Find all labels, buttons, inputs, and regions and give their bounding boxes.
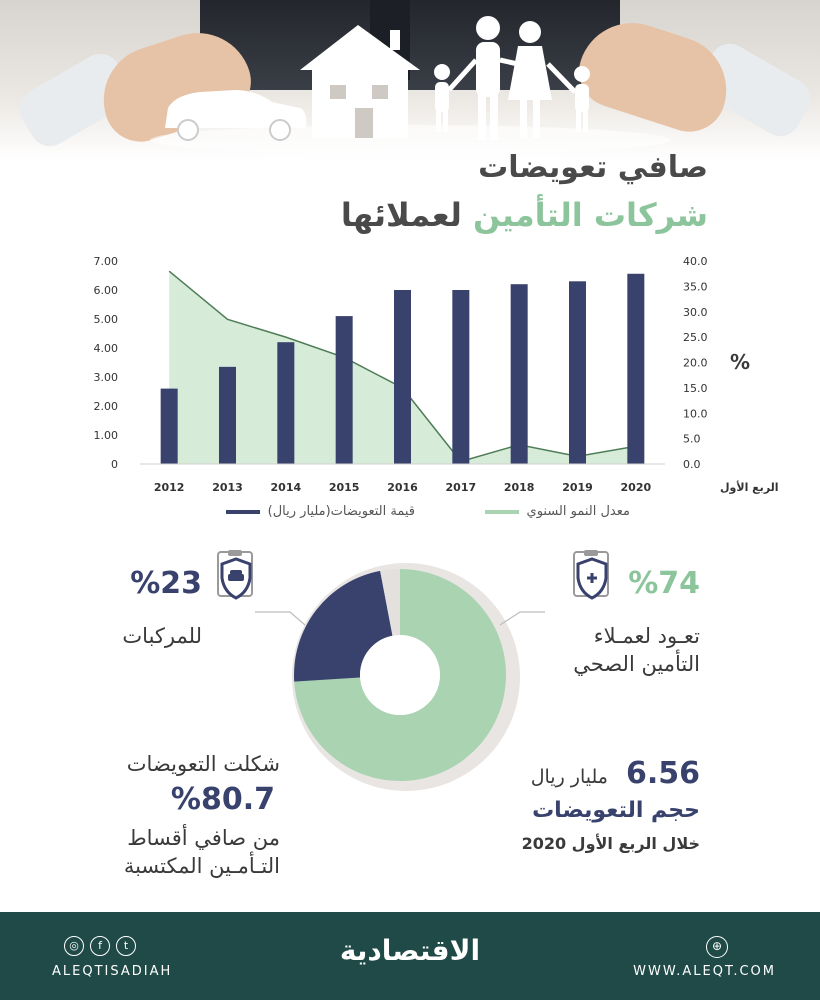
title-highlight: شركات التأمين — [472, 196, 708, 234]
family-house-car-icon — [0, 0, 820, 160]
share-line3: التـأمـين المكتسبة — [123, 854, 280, 878]
claims-bar — [336, 316, 353, 464]
right-tick-label: 20.0 — [683, 356, 708, 370]
x-tick-label: 2017 — [445, 481, 477, 494]
page-title-line2 — [341, 196, 708, 234]
health-line2: التأمين الصحي — [573, 652, 700, 676]
left-tick-label: 3.00 — [93, 371, 118, 384]
volume-label: حجم التعويضات — [532, 798, 700, 823]
share-line2: من صافي أقساط — [127, 826, 280, 850]
vehicle-shield-icon — [212, 550, 262, 600]
left-tick-label: 4.00 — [93, 342, 118, 355]
volume-value: 6.56 — [625, 756, 700, 791]
x-tick-label: 2018 — [503, 481, 535, 494]
hero-image — [0, 0, 820, 160]
claims-share-donut — [280, 545, 520, 805]
health-line1: تعـود لعمـلاء — [593, 624, 700, 648]
instagram-icon[interactable]: ◎ — [64, 936, 84, 956]
vehicles-line: للمركبات — [122, 624, 202, 648]
right-tick-label: 35.0 — [683, 280, 708, 294]
health-shield-icon — [556, 550, 616, 600]
health-percent: %74 — [628, 566, 700, 601]
right-tick-label: 0.0 — [683, 458, 701, 471]
footer — [0, 912, 820, 1000]
legend-growth — [485, 504, 630, 519]
left-tick-label: 2.00 — [93, 400, 118, 413]
x-tick-label: 2013 — [212, 481, 243, 494]
donut-hole — [360, 635, 440, 715]
claims-bar — [569, 281, 586, 464]
claims-bar — [219, 367, 236, 464]
claims-bar — [394, 290, 411, 464]
legend-growth-label: معدل النمو السنوي — [526, 504, 630, 519]
right-tick-label: 30.0 — [683, 305, 708, 319]
twitter-icon[interactable]: t — [116, 936, 136, 956]
right-tick-label: 25.0 — [683, 331, 708, 345]
volume-unit: مليار ريال — [530, 766, 608, 788]
right-tick-label: 40.0 — [683, 255, 708, 268]
volume-row — [531, 756, 700, 791]
left-tick-label: 7.00 — [93, 255, 118, 268]
globe-icon[interactable]: ⊕ — [706, 936, 728, 958]
claims-bar — [161, 389, 178, 464]
website-link[interactable]: WWW.ALEQT.COM — [633, 964, 776, 979]
x-tick-label: 2015 — [328, 481, 360, 494]
claims-bar — [277, 342, 294, 464]
x-tick-label: 2014 — [270, 481, 302, 494]
legend-claims-label: قيمة التعويضات(مليار ريال) — [267, 504, 415, 519]
x-tick-label: 2016 — [387, 481, 418, 494]
x-tick-label: 2019 — [562, 481, 593, 494]
right-tick-label: 5.0 — [683, 432, 701, 446]
right-tick-label: 15.0 — [683, 381, 708, 395]
claims-bar — [511, 284, 528, 464]
x-tick-label: 2012 — [153, 481, 185, 494]
volume-period: خلال الربع الأول 2020 — [521, 834, 700, 853]
vehicles-percent: %23 — [130, 566, 202, 601]
title-rest: لعملائها — [340, 196, 462, 234]
left-tick-label: 1.00 — [93, 429, 118, 442]
claims-bar — [627, 274, 644, 464]
legend-growth-swatch — [485, 510, 519, 514]
page-title-line1: صافي تعويضات — [478, 150, 708, 185]
left-tick-label: 5.00 — [93, 313, 118, 326]
claims-combo-chart — [0, 245, 820, 500]
legend-claims — [226, 504, 415, 519]
x-suffix-label: الربع الأول — [720, 481, 779, 494]
right-axis-label: % — [730, 350, 751, 374]
claims-bar — [452, 290, 469, 464]
legend-claims-swatch — [226, 510, 260, 514]
right-tick-label: 10.0 — [683, 407, 708, 421]
x-tick-label: 2020 — [620, 481, 652, 494]
share-percent: %80.7 — [170, 782, 275, 817]
left-tick-label: 6.00 — [93, 284, 118, 297]
facebook-icon[interactable]: f — [90, 936, 110, 956]
left-tick-label: 0 — [111, 458, 118, 471]
brand-logo: الاقتصادية — [339, 934, 481, 967]
social-handle[interactable]: ALEQTISADIAH — [52, 964, 173, 979]
share-line1: شكلت التعويضات — [126, 752, 280, 776]
